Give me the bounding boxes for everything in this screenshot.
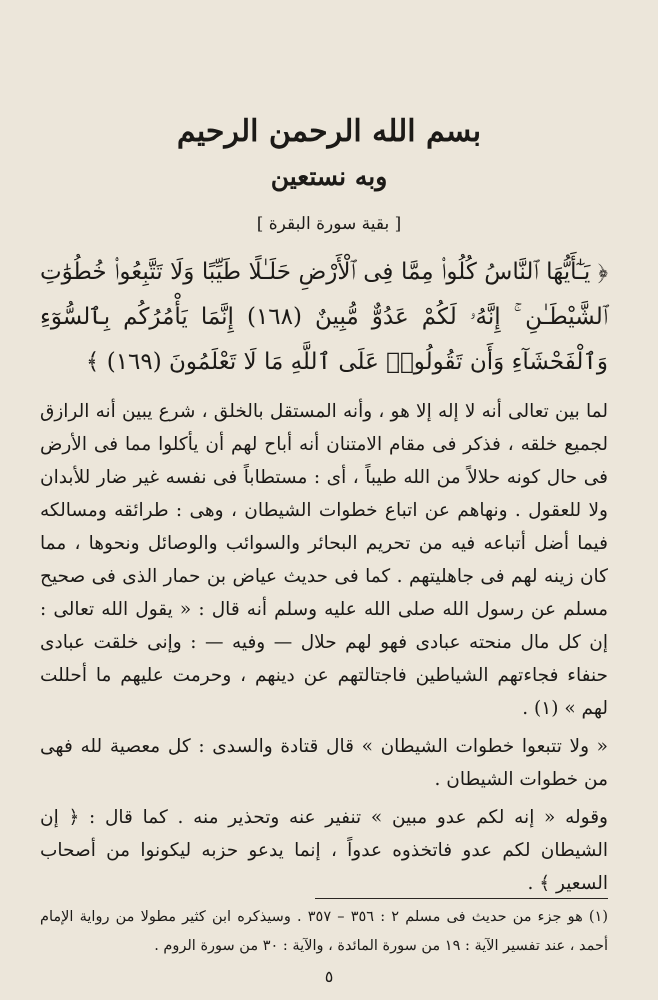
surah-heading: [ بقية سورة البقرة ] [256, 214, 402, 234]
commentary-paragraph-1: لما بين تعالى أنه لا إله إلا هو ، وأنه المستقل بالخلق ، شرع يبين أنه الرازق لجميع خلقه ، فذكر فى مقام الامتنان أنه أباح لهم أن يأكلوا مما فى الأرض فى حال كونه حلالاً من الله طيباً ، أى : مستطاباً فى نفسه غير ضار للأبدان ولا للعقول . ونهاهم عن اتباع خطوات الشيطان ، وهى : طرائقه ومسالكه فيما أضل أتباعه فيه من تحريم البحائر والسوائب والوصائل ونحوها ، مما كان زينه لهم فى جاهليتهم . كما فى حديث عياض بن حمار الذى فى صحيح مسلم عن رسول الله صلى الله عليه وسلم أنه قال : « يقول الله تعالى : إن كل مال منحته عبادى فهو لهم حلال — وفيه — : وإنى خلقت عبادى حنفاء فجاءتهم الشياطين فاجتالتهم عن دينهم ، وحرمت عليهم ما أحللت لهم » (١) . [40, 401, 608, 719]
quran-verse: ﴿ يَـٰٓأَيُّهَا ٱلنَّاسُ كُلُوا۟ مِمَّا فِى ٱلْأَرْضِ حَلَـٰلًا طَيِّبًا وَلَا تَتَّبِعُوا۟ خُطُوَٰتِ ٱلشَّيْطَـٰنِ ۚ إِنَّهُۥ لَكُمْ عَدُوٌّ مُّبِينٌ (١٦٨) إِنَّمَا يَأْمُرُكُم بِٱلسُّوٓءِ وَٱلْفَحْشَآءِ وَأَن تَقُولُوا۟ عَلَى ٱللَّهِ مَا لَا تَعْلَمُونَ (١٦٩) ﴾ [40, 259, 608, 375]
page-number: ٥ [324, 967, 334, 986]
footnote: (١) هو جزء من حديث فى مسلم ٢ : ٣٥٦ – ٣٥٧ . وسيذكره ابن كثير مطولا من رواية الإمام أحمد ، عند تفسير الآية : ١٩ من سورة المائدة ، والآية : ٣٠ من سورة الروم . [40, 909, 608, 954]
commentary-paragraph-2: « ولا تتبعوا خطوات الشيطان » قال قتادة والسدى : كل معصية لله فهى من خطوات الشيطان . [40, 736, 608, 790]
bismillah-heading: بسم الله الرحمن الرحيم [176, 114, 482, 149]
footnote-divider [315, 898, 608, 899]
invocation-subtitle: وبه نستعين [270, 162, 388, 191]
commentary-text [40, 395, 608, 900]
commentary-paragraph-3: وقوله « إنه لكم عدو مبين » تنفير عنه وتحذير منه . كما قال : ﴿ إن الشيطان لكم عدو فاتخذوه عدواً ، إنما يدعو حزبه ليكونوا من أصحاب السعير ﴾ . [40, 807, 608, 894]
